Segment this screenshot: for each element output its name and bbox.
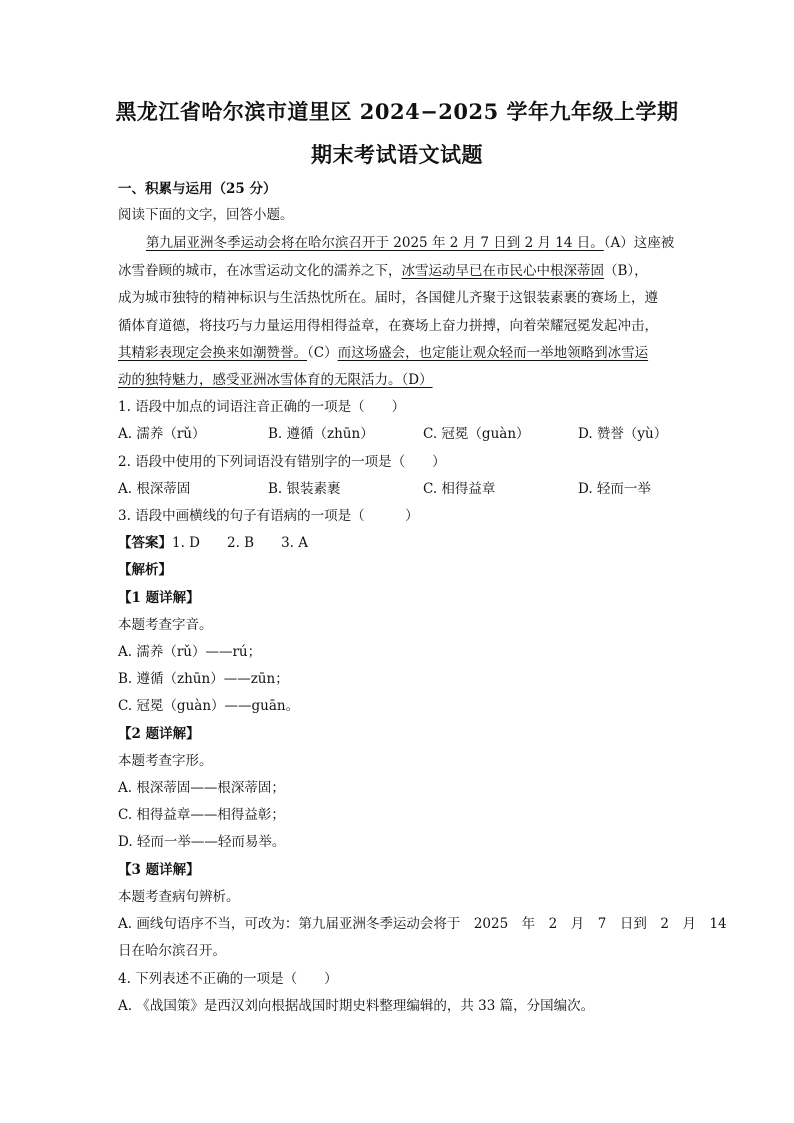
section-heading: 一、积累与运用（25 分）	[118, 181, 277, 197]
underlined-sentence-d: 而这场盛会，也定能让观众轻而一举地领略到冰雪运	[337, 345, 649, 361]
passage-line-6	[118, 371, 433, 389]
q2-option-c: C. 相得益章	[423, 481, 496, 497]
underlined-sentence-c: 其精彩表现定会换来如潮赞誉。	[118, 345, 307, 361]
question-2-stem: 2. 语段中使用的下列词语没有错别字的一项是（ ）	[118, 454, 446, 470]
q1-option-c: C. 冠冕（guàn）	[423, 426, 530, 442]
question-1-stem: 1. 语段中加点的词语注音正确的一项是（ ）	[118, 399, 406, 415]
passage-line-3: 成为城市独特的精神标识与生活热忱所在。届时，各国健儿齐聚于这银装素裹的赛场上，遵	[118, 290, 658, 306]
instruction: 阅读下面的文字，回答小题。	[118, 207, 294, 223]
marker-b: （B），	[604, 263, 648, 279]
passage-line-4: 循体育道德，将技巧与力量运用得相得益章，在赛场上奋力拼搏，向着荣耀冠冕发起冲击，	[118, 318, 658, 334]
detail-2-d: D. 轻而一举——轻而易举。	[118, 834, 286, 850]
question-3-stem: 3. 语段中画横线的句子有语病的一项是（ ）	[118, 508, 419, 524]
passage-line-5	[118, 344, 648, 362]
underlined-sentence-b: 冰雪运动早已在市民心中根深蒂固	[401, 263, 604, 279]
marker-a: （A）这座被	[603, 235, 675, 251]
marker-c: （C）	[307, 345, 338, 361]
q2-option-a: A. 根深蒂固	[118, 481, 191, 497]
underlined-sentence-a: 第九届亚洲冬季运动会将在哈尔滨召开于 2025 年 2 月 7 日到 2 月 14 日。	[146, 235, 604, 251]
answer-text: 1. D 2. B 3. A	[172, 535, 309, 551]
q2-option-b: B. 银装素裹	[268, 481, 341, 497]
question-4-stem: 4. 下列表述不正确的一项是（ ）	[118, 971, 338, 987]
analysis-label: 【解析】	[118, 562, 172, 578]
underlined-sentence-d-end: 动的独特魅力，感受亚洲冰雪体育的无限活力。（D）	[118, 372, 433, 388]
detail-1-intro: 本题考查字音。	[118, 617, 213, 633]
q1-option-a: A. 濡养（rǔ）	[118, 426, 206, 442]
detail-2-intro: 本题考查字形。	[118, 753, 213, 769]
q2-option-d: D. 轻而一举	[578, 481, 651, 497]
detail-2-label: 【2 题详解】	[118, 726, 200, 742]
detail-3-intro: 本题考查病句辨析。	[118, 889, 240, 905]
detail-3-a-line-2: 日在哈尔滨召开。	[118, 943, 226, 959]
detail-1-label: 【1 题详解】	[118, 590, 200, 606]
answer-line	[118, 534, 308, 552]
title-line-1: 黑龙江省哈尔滨市道里区 2024−2025 学年九年级上学期	[115, 99, 679, 124]
detail-3-label: 【3 题详解】	[118, 862, 200, 878]
detail-3-a-line-1: A. 画线句语序不当，可改为：第九届亚洲冬季运动会将于 2025 年 2 月 7 日到 2 月 14	[118, 916, 727, 932]
detail-1-a: A. 濡养（rǔ）——rú；	[118, 644, 262, 660]
answer-label: 【答案】	[118, 535, 172, 551]
detail-2-a: A. 根深蒂固——根深蒂固；	[118, 780, 285, 796]
q4-option-a: A. 《战国策》是西汉刘向根据战国时期史料整理编辑的，共 33 篇，分国编次。	[118, 998, 595, 1014]
detail-1-b: B. 遵循（zhūn）——zūn；	[118, 671, 289, 687]
q1-option-d: D. 赞誉（yù）	[578, 426, 668, 442]
title-line-2: 期末考试语文试题	[311, 142, 483, 167]
passage-line-1	[146, 234, 674, 252]
detail-1-c: C. 冠冕（guàn）——guān。	[118, 698, 300, 714]
passage-line-2	[118, 262, 648, 280]
detail-2-c: C. 相得益章——相得益彰；	[118, 807, 285, 823]
passage-text: 冰雪眷顾的城市，在冰雪运动文化的濡养之下，	[118, 263, 402, 279]
q1-option-b: B. 遵循（zhūn）	[268, 426, 374, 442]
